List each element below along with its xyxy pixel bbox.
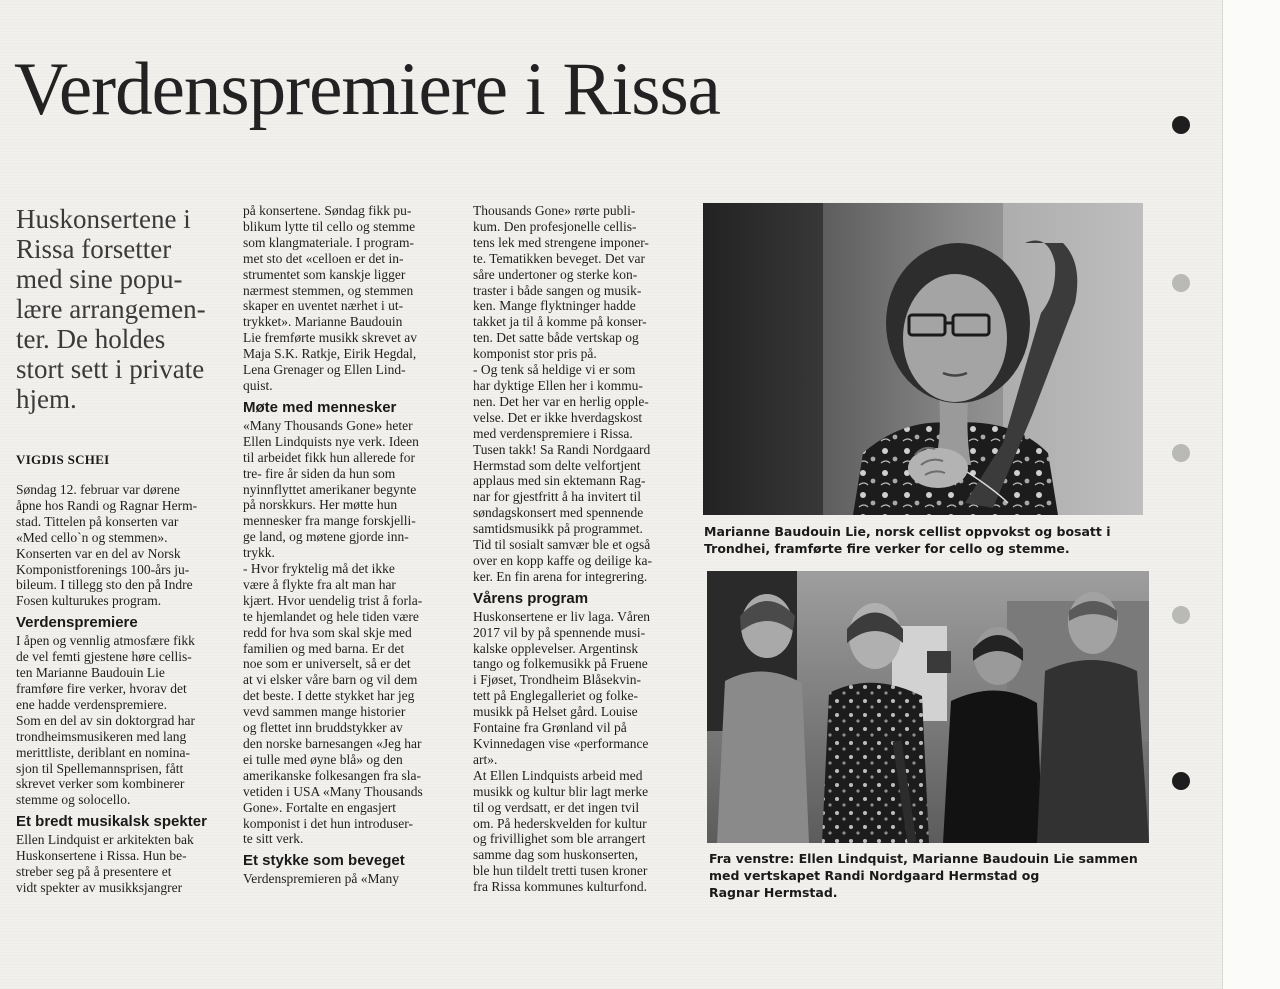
text-line: som klangmateriale. I program-	[243, 234, 414, 250]
text-line: ble hun tildelt tretti tusen kroner	[473, 863, 648, 879]
text-line: til arbeidet fikk hun allerede for	[243, 449, 416, 465]
text-line: - Hvor fryktelig må det ikke	[243, 561, 395, 577]
photo-cellist-image	[703, 203, 1143, 515]
text-line: streber seg på å presentere et	[16, 864, 172, 880]
text-line: trykk.	[243, 545, 275, 561]
lede-line: Rissa forsetter	[16, 234, 172, 264]
text-line: og frivillighet som ble arrangert	[473, 831, 646, 847]
text-line: Lie fremførte musikk skrevet av	[243, 330, 417, 346]
text-line: tens lek med strengene imponer-	[473, 234, 649, 250]
lede	[16, 204, 231, 414]
text-line: trondheimsmusikeren med lang	[16, 728, 187, 744]
paragraph	[243, 203, 463, 394]
text-line: sjon til Spellemannsprisen, fått	[16, 760, 184, 776]
lede-line: Huskonsertene i	[16, 204, 191, 234]
text-line: tango og folkemusikk på Fruene	[473, 656, 648, 672]
text-line: nærmest stemmen, og stemmen	[243, 282, 414, 298]
text-line: traster i både sangen og musik-	[473, 282, 642, 298]
paragraph	[473, 362, 691, 585]
text-line: om. På hederskvelden for kultur	[473, 815, 647, 831]
text-line: kjært. Hvor uendelig trist å forla-	[243, 592, 423, 608]
text-line: ken. Mange flyktninger hadde	[473, 298, 636, 314]
text-line: har dyktige Ellen her i kommu-	[473, 377, 643, 393]
text-line: over en kopp kaffe og deilige ka-	[473, 552, 652, 568]
text-line: i Fjøset, Trondheim Blåsekvin-	[473, 672, 642, 688]
text-line: vetiden i USA «Many Thousands	[243, 783, 423, 799]
text-line: redd for hva som skal skje med	[243, 624, 412, 640]
caption-line: Marianne Baudouin Lie, norsk cellist oppvokst og bosatt i	[704, 524, 1111, 539]
article-column-1	[16, 482, 230, 896]
text-line: Komponistforenings 100-års ju-	[16, 561, 190, 577]
text-line: trykket». Marianne Baudouin	[243, 314, 403, 330]
binder-hole	[1172, 116, 1190, 134]
text-line: At Ellen Lindquists arbeid med	[473, 767, 643, 783]
text-line: musikk på Helset gård. Louise	[473, 704, 638, 720]
page-margin-strip	[1222, 0, 1280, 989]
caption-line: Ragnar Hermstad.	[709, 885, 838, 900]
text-line: til og verdsatt, er det ingen tvil	[473, 799, 640, 815]
text-line: Maja S.K. Ratkje, Eirik Hegdal,	[243, 346, 417, 362]
section-heading: Møte med mennesker	[243, 398, 397, 416]
lede-line: ter. De holdes	[16, 324, 166, 354]
binder-hole	[1172, 772, 1190, 790]
text-line: Hermstad som delte velfortjent	[473, 457, 641, 473]
text-line: - Og tenk så heldige vi er som	[473, 362, 636, 378]
text-line: være å flykte fra alt man har	[243, 576, 396, 592]
paragraph	[243, 871, 463, 887]
headline: Verdenspremiere i Rissa	[14, 48, 720, 131]
text-line: skaper en uventet nærhet i ut-	[243, 298, 404, 314]
section-heading: Et stykke som beveget	[243, 852, 405, 870]
text-line: framføre fire verker, hvorav det	[16, 680, 187, 696]
text-line: blikum lytte til cello og stemme	[243, 218, 416, 234]
text-line: nen. Det her var en herlig opple-	[473, 393, 649, 409]
text-line: kalske opplevelser. Argentinsk	[473, 640, 639, 656]
text-line: stad. Tittelen på konserten var	[16, 513, 179, 529]
section-heading: Vårens program	[473, 589, 589, 607]
text-line: velse. Det er ikke hverdagskost	[473, 409, 643, 425]
paragraph	[473, 609, 691, 768]
text-line: art».	[473, 751, 498, 767]
text-line: Huskonsertene i Rissa. Hun be-	[16, 848, 187, 864]
text-line: søndagskonsert med spennende	[473, 505, 644, 521]
text-line: familien og med barna. Er det	[243, 640, 405, 656]
text-line: applaus med sin ektemann Rag-	[473, 473, 646, 489]
text-line: åpne hos Randi og Ragnar Herm-	[16, 497, 198, 513]
text-line: Som en del av sin doktorgrad har	[16, 712, 195, 728]
text-line: Fosen kulturukes program.	[16, 593, 162, 609]
text-line: te hjemlandet og hele tiden være	[243, 608, 419, 624]
text-line: te sitt verk.	[243, 831, 304, 847]
text-line: strumentet som kanskje ligger	[243, 266, 406, 282]
text-line: «Many Thousands Gone» heter	[243, 417, 413, 433]
text-line: det beste. I dette stykket har jeg	[243, 688, 415, 704]
text-line: Konserten var en del av Norsk	[16, 545, 181, 561]
text-line: vevd sammen mange historier	[243, 704, 406, 720]
text-line: Gone». Fortalte en engasjert	[243, 799, 396, 815]
text-line: vidt spekter av musikksjangrer	[16, 879, 183, 895]
text-line: merittliste, deriblant en nomina-	[16, 744, 190, 760]
photo-group	[707, 571, 1149, 843]
article-column-2	[243, 203, 463, 887]
text-line: ten. Det satte både vertskap og	[473, 330, 639, 346]
text-line: Kvinnedagen vise «performance	[473, 736, 649, 751]
text-line: såre undertoner og sterke kon-	[473, 266, 638, 282]
binder-hole	[1172, 444, 1190, 462]
text-line: musikk og kultur blir lagt merke	[473, 783, 649, 799]
text-line: Huskonsertene er liv laga. Våren	[473, 608, 651, 624]
text-line: med verdenspremiere i Rissa.	[473, 425, 633, 441]
text-line: at vi elsker våre barn og vil dem	[243, 672, 418, 688]
text-line: komponist stor pris på.	[473, 346, 597, 362]
caption-line: med vertskapet Randi Nordgaard Hermstad og	[709, 868, 1040, 883]
text-line: fra Rissa kommunes kulturfond.	[473, 879, 647, 895]
lede-line: hjem.	[16, 384, 77, 414]
text-line: met sto det «celloen er det in-	[243, 250, 404, 266]
byline: VIGDIS SCHEI	[16, 452, 110, 467]
text-line: nar for gjestfritt å ha invitert til	[473, 489, 641, 505]
text-line: ker. En fin arena for integrering.	[473, 568, 648, 584]
text-line: Ellen Lindquists nye verk. Ideen	[243, 433, 419, 449]
text-line: den norske barnesangen «Jeg har	[243, 736, 422, 751]
article-column-3	[473, 203, 691, 895]
text-line: Ellen Lindquist er arkitekten bak	[16, 832, 194, 848]
binder-hole	[1172, 274, 1190, 292]
text-line: I åpen og vennlig atmosfære fikk	[16, 633, 195, 649]
text-line: på norskkurs. Her møtte hun	[243, 497, 398, 513]
text-line: på konsertene. Søndag fikk pu-	[243, 203, 412, 218]
paragraph	[16, 482, 230, 609]
text-line: 2017 vil by på spennende musi-	[473, 624, 646, 640]
text-line: Verdenspremieren på «Many	[243, 871, 399, 887]
photo-caption-group	[709, 850, 1138, 901]
text-line: «Med cello`n og stemmen».	[16, 529, 168, 545]
photo-cellist	[703, 203, 1143, 515]
text-line: kum. Den profesjonelle cellis-	[473, 218, 637, 234]
lede-line: lære arrangemen-	[16, 294, 206, 324]
text-line: tett på Englegalleriet og folke-	[473, 688, 638, 704]
paragraph	[16, 832, 230, 896]
binder-hole	[1172, 606, 1190, 624]
text-line: og flettet inn bruddstykker av	[243, 720, 403, 736]
text-line: samtidsmusikk på programmet.	[473, 521, 643, 537]
section-heading: Et bredt musikalsk spekter	[16, 813, 207, 831]
paragraph	[243, 561, 463, 847]
text-line: tre- fire år siden da hun som	[243, 465, 396, 481]
paragraph	[243, 418, 463, 561]
paragraph	[16, 633, 230, 808]
text-line: ten Marianne Baudouin Lie	[16, 665, 165, 681]
text-line: quist.	[243, 377, 273, 393]
photo-caption-cellist	[704, 523, 1111, 557]
text-line: Fontaine fra Grønland vil på	[473, 720, 627, 736]
text-line: Thousands Gone» rørte publi-	[473, 203, 636, 218]
paragraph	[473, 768, 691, 895]
text-line: noe som er universelt, så er det	[243, 656, 411, 672]
text-line: ge land, og møtene gjorde inn-	[243, 529, 409, 545]
paragraph	[473, 203, 691, 362]
text-line: de vel femti gjestene høre cellis-	[16, 649, 192, 665]
text-line: komponist i det hun introduser-	[243, 815, 413, 831]
text-line: Tusen takk! Sa Randi Nordgaard	[473, 441, 651, 457]
lede-line: stort sett i private	[16, 354, 205, 384]
lede-line: med sine popu-	[16, 264, 183, 294]
text-line: bileum. I tillegg sto den på Indre	[16, 577, 193, 593]
text-line: takket ja til å komme på konser-	[473, 314, 647, 330]
text-line: samme dag som huskonserten,	[473, 847, 638, 863]
text-line: ene hadde verdenspremiere.	[16, 696, 168, 712]
text-line: Lena Grenager og Ellen Lind-	[243, 362, 406, 378]
text-line: nyinnflyttet amerikaner begynte	[243, 481, 417, 497]
text-line: te. Tematikken beveget. Det var	[473, 250, 645, 266]
text-line: Tid til sosialt samvær ble et også	[473, 537, 651, 553]
text-line: ei tulle med øyne blå» og den	[243, 751, 403, 767]
caption-line: Fra venstre: Ellen Lindquist, Marianne Baudouin Lie sammen	[709, 851, 1138, 866]
text-line: stemme og solocello.	[16, 792, 131, 808]
text-line: mennesker fra mange forskjelli-	[243, 513, 416, 529]
caption-line: Trondhei, framførte fire verker for cello og stemme.	[704, 541, 1070, 556]
section-heading: Verdenspremiere	[16, 614, 138, 632]
text-line: skrevet verker som kombinerer	[16, 776, 185, 792]
photo-group-image	[707, 571, 1149, 843]
text-line: Søndag 12. februar var dørene	[16, 482, 180, 497]
text-line: amerikanske folkesangen fra sla-	[243, 767, 422, 783]
